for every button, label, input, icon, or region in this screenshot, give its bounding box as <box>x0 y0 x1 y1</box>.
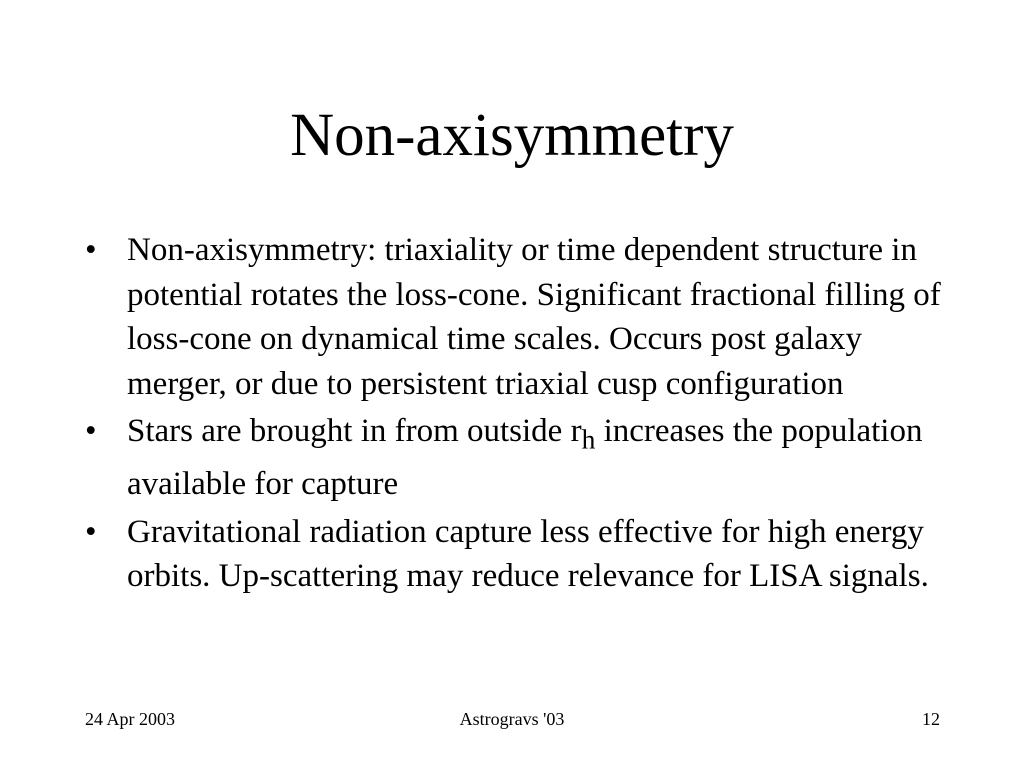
subscript-h: h <box>581 423 596 455</box>
footer-date: 24 Apr 2003 <box>85 709 175 729</box>
bullet-icon: • <box>85 513 97 550</box>
bullet-list <box>85 228 965 602</box>
bullet-item-non-axisymmetry <box>85 228 965 406</box>
bullet-item-gravitational-radiation <box>85 510 965 599</box>
bullet-text-before: Stars are brought in from outside r <box>127 413 582 449</box>
bullet-text: Gravitational radiation capture less effective for high energy orbits. Up-scattering may reduce relevance for LISA signals. <box>127 513 929 595</box>
footer-event: Astrogravs '03 <box>459 709 565 729</box>
bullet-icon: • <box>85 413 97 449</box>
bullet-text: Non-axisymmetry: triaxiality or time dependent structure in potential rotates the loss-cone. Significant fractional filling of loss-cone on dynamical time scales. Occurs post galaxy merger, or due to persistent triaxial cusp configuration <box>127 232 941 402</box>
slide-title: Non-axisymmetry <box>290 102 734 169</box>
footer-page-number: 12 <box>922 709 940 729</box>
bullet-text-after: increases the population available for capture <box>127 413 923 503</box>
bullet-item-stars-brought-in <box>85 409 965 507</box>
bullet-icon: • <box>85 232 97 268</box>
